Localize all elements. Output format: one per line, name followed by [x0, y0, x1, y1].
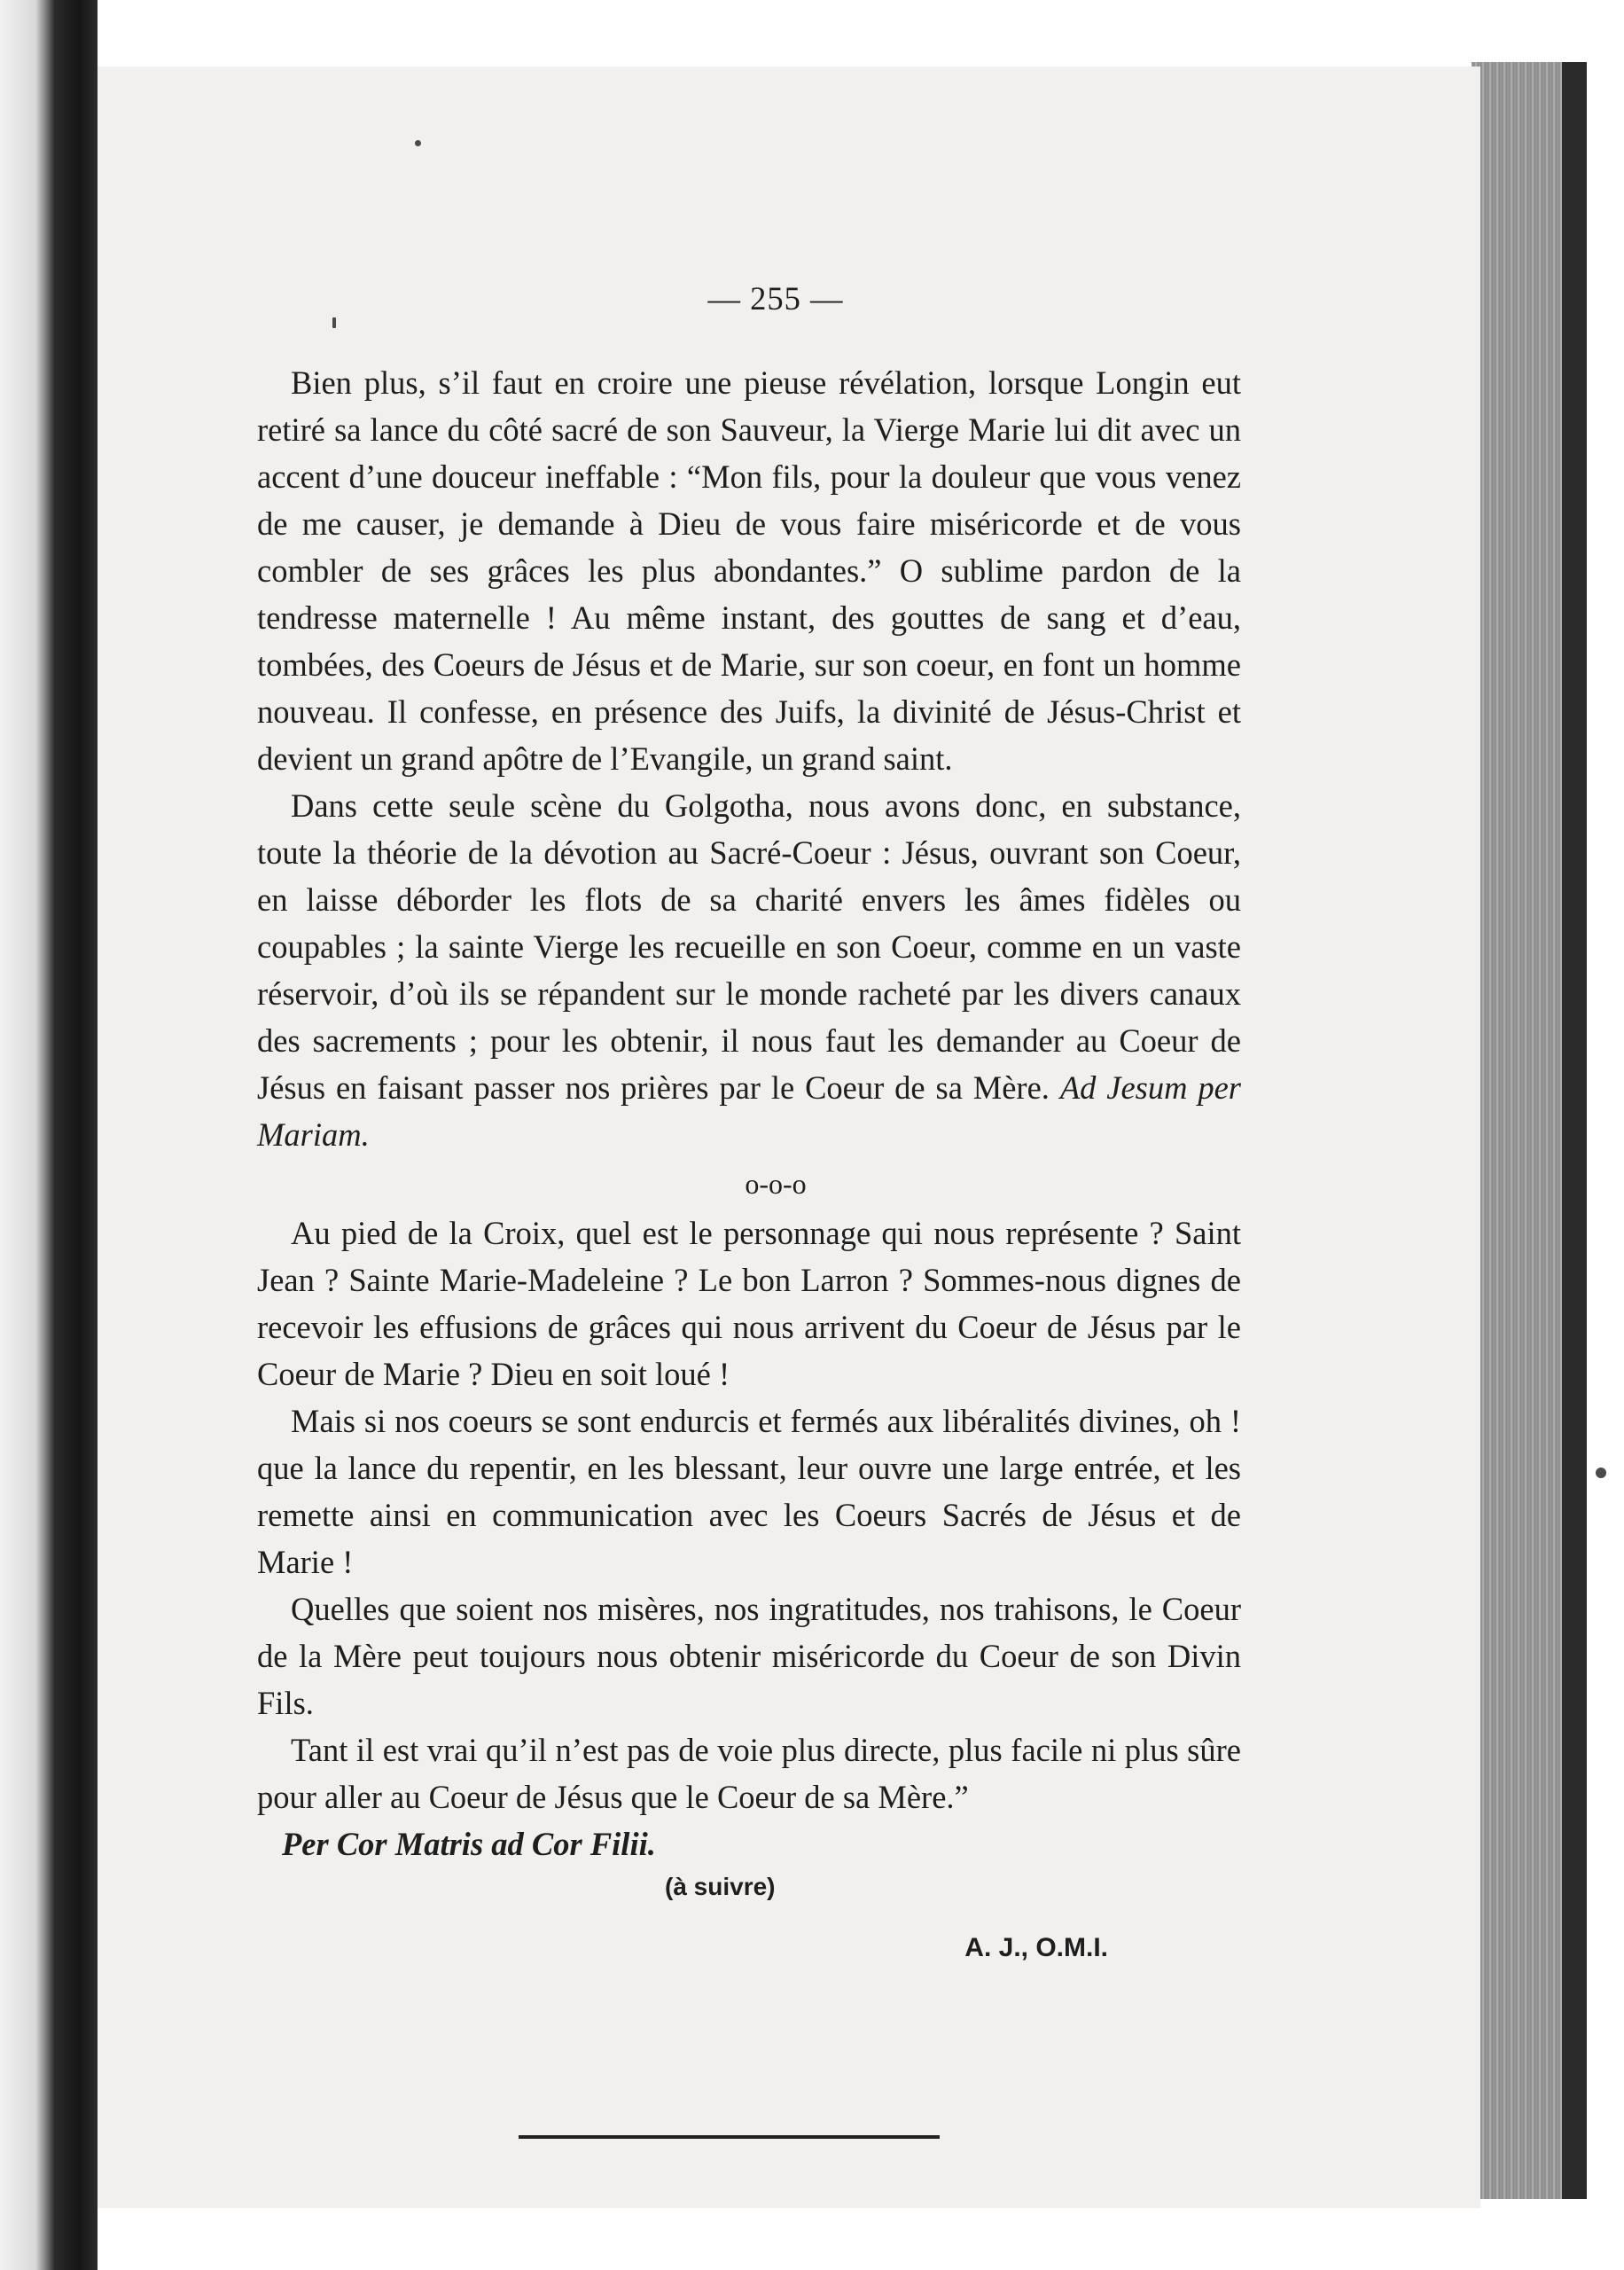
page-edges: [1472, 62, 1587, 2199]
paragraph-text: Dans cette seule scène du Golgotha, nous avons donc, en substance, toute la théorie de la dévotion au Sacré-Coeur : Jésus, ouvrant son Coeur, en laisse déborder les flots de sa charité envers les âmes fidèles ou coupables ; la sainte Vierge les recueille en son Coeur, comme en un vaste réservoir, d’où ils se répandent sur le monde racheté par les divers canaux des sacrements ; pour les obtenir, il nous faut les demander au Coeur de Jésus en faisant passer nos prières par le Coeur de sa Mère.: [257, 787, 1241, 1106]
latin-phrase: Ad Jesum per Mariam.: [257, 1069, 1241, 1153]
paragraph: Mais si nos coeurs se sont endurcis et fermés aux libéralités divines, oh ! que la lance du repentir, en les blessant, leur ouvre une large entrée, et les remette ainsi en communication avec les Coeurs Sacrés de Jésus et de Marie !: [257, 1403, 1241, 1580]
author-signature: A. J., O.M.I.: [964, 1933, 1108, 1962]
speck: [1596, 1468, 1606, 1478]
paragraph: Tant il est vrai qu’il n’est pas de voie plus directe, plus facile ni plus sûre pour aller au Coeur de Jésus que le Coeur de sa Mère.”: [257, 1732, 1241, 1815]
paragraph: Quelles que soient nos misères, nos ingratitudes, nos trahisons, le Coeur de la Mère peut toujours nous obtenir miséricorde du Coeur de son Divin Fils.: [257, 1591, 1241, 1721]
page-content: [257, 275, 1241, 1970]
page-number: — 255 —: [707, 280, 844, 317]
paragraph: Au pied de la Croix, quel est le personnage qui nous représente ? Saint Jean ? Sainte Marie-Madeleine ? Le bon Larron ? Sommes-nous dignes de recevoir les effusions de grâces qui nous arrivent du Coeur de Jésus par le Coeur de Marie ? Dieu en soit loué !: [257, 1215, 1241, 1392]
closing-rule: [519, 2135, 940, 2139]
closing-motto: Per Cor Matris ad Cor Filii.: [282, 1826, 656, 1862]
scan-margin: [98, 2208, 1604, 2270]
book-binding: [0, 0, 98, 2270]
to-be-continued: (à suivre): [665, 1873, 776, 1900]
paragraph: [257, 782, 1241, 1158]
paragraph: Bien plus, s’il faut en croire une pieuse révélation, lorsque Longin eut retiré sa lance du côté sacré de son Sauveur, la Vierge Marie lui dit avec un accent d’une douceur ineffable : “Mon fils, pour la douleur que vous venez de me causer, je demande à Dieu de vous faire miséricorde et de vous combler de ses grâces les plus abondantes.” O sublime pardon de la tendresse maternelle ! Au même instant, des gouttes de sang et d’eau, tombées, des Coeurs de Jésus et de Marie, sur son coeur, en font un homme nouveau. Il confesse, en présence des Juifs, la divinité de Jésus-Christ et devient un grand apôtre de l’Evangile, un grand saint.: [257, 364, 1241, 777]
speck: [415, 140, 421, 146]
section-separator: o-o-o: [745, 1168, 807, 1200]
